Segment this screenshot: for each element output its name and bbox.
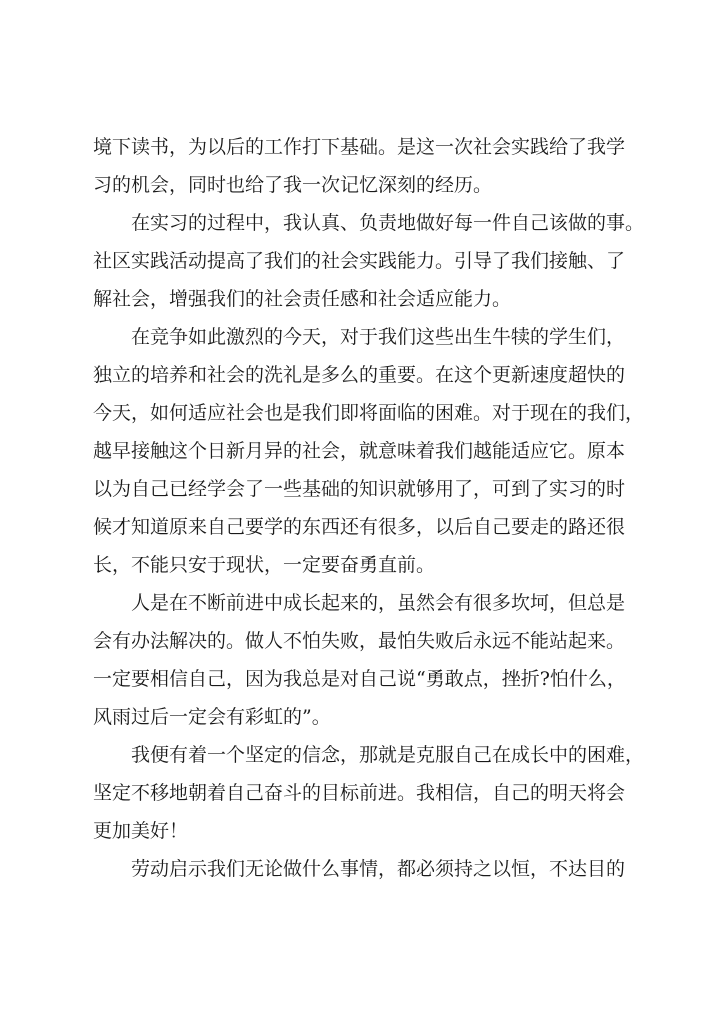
- paragraph: [93, 128, 633, 204]
- text-line: 会有办法解决的。做人不怕失败，最怕失败后永远不能站起来。: [93, 630, 626, 652]
- paragraph: [93, 318, 645, 584]
- text-line: 习的机会，同时也给了我一次记忆深刻的经历。: [93, 174, 493, 196]
- text-line: 坚定不移地朝着自己奋斗的目标前进。我相信，自己的明天将会: [93, 782, 626, 804]
- text-line: 长，不能只安于现状，一定要奋勇直前。: [93, 554, 436, 576]
- text-line: 在实习的过程中，我认真、负责地做好每一件自己该做的事。: [131, 212, 645, 234]
- text-line: 我便有着一个坚定的信念，那就是克服自己在成长中的困难，: [131, 744, 645, 766]
- text-line: 候才知道原来自己要学的东西还有很多，以后自己要走的路还很: [93, 516, 626, 538]
- text-line: 更加美好！: [93, 820, 189, 842]
- document-body: [93, 128, 645, 888]
- paragraph: [93, 204, 645, 318]
- text-line: 人是在不断前进中成长起来的，虽然会有很多坎坷，但总是: [131, 592, 626, 614]
- text-line: 社区实践活动提高了我们的社会实践能力。引导了我们接触、了: [93, 250, 626, 272]
- text-line: 一定要相信自己，因为我总是对自己说“勇敢点，挫折?怕什么，: [93, 668, 626, 690]
- text-line: 越早接触这个日新月异的社会，就意味着我们越能适应它。原本: [93, 440, 626, 462]
- text-line: 今天，如何适应社会也是我们即将面临的困难。对于现在的我们，: [93, 402, 645, 424]
- paragraph: [93, 584, 633, 736]
- paragraph: [93, 850, 633, 888]
- text-line: 以为自己已经学会了一些基础的知识就够用了，可到了实习的时: [93, 478, 626, 500]
- text-line: 在竞争如此激烈的今天，对于我们这些出生牛犊的学生们，: [131, 326, 626, 348]
- paragraph: [93, 736, 645, 850]
- text-line: 风雨过后一定会有彩虹的”。: [93, 706, 331, 728]
- text-line: 劳动启示我们无论做什么事情，都必须持之以恒，不达目的: [131, 858, 626, 880]
- text-line: 境下读书，为以后的工作打下基础。是这一次社会实践给了我学: [93, 136, 626, 158]
- text-line: 独立的培养和社会的洗礼是多么的重要。在这个更新速度超快的: [93, 364, 626, 386]
- text-line: 解社会，增强我们的社会责任感和社会适应能力。: [93, 288, 512, 310]
